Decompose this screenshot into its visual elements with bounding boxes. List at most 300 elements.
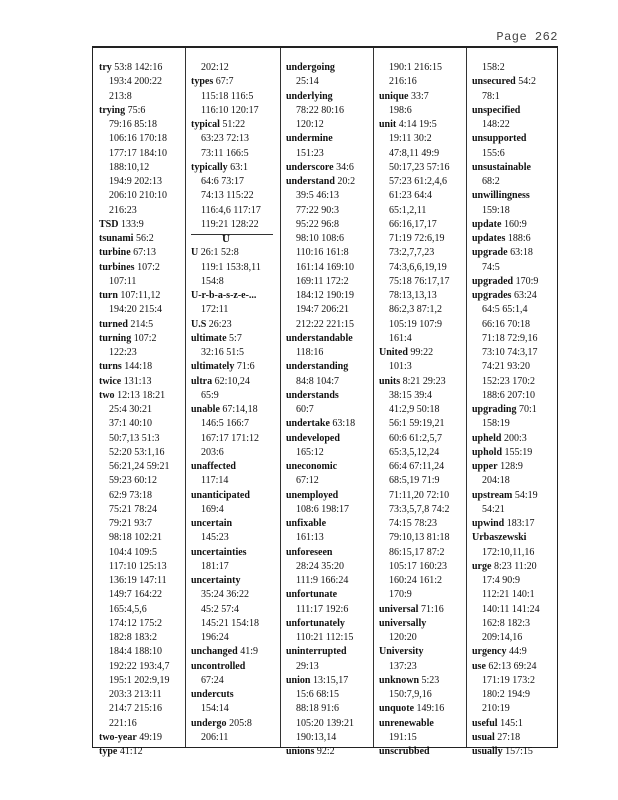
index-continuation: 172:11 bbox=[201, 304, 229, 316]
index-entry bbox=[99, 232, 170, 246]
index-continuation: 110:21 112:15 bbox=[296, 632, 354, 643]
index-headword: turn bbox=[99, 290, 118, 301]
index-continuation: 116:4,6 117:17 bbox=[201, 204, 261, 216]
index-continuation: 65:9 bbox=[201, 389, 219, 401]
index-headword: unforeseen bbox=[286, 546, 333, 558]
index-continuation: 204:18 bbox=[482, 475, 510, 487]
index-entry bbox=[472, 645, 540, 659]
index-continuation: 29:13 bbox=[296, 660, 319, 672]
index-entry bbox=[191, 118, 261, 132]
index-continuation: 68:5,19 71:9 bbox=[389, 475, 440, 487]
index-headword: usually bbox=[472, 746, 503, 757]
index-continuation: 161:4 bbox=[389, 332, 412, 344]
index-continuation: 104:4 109:5 bbox=[109, 546, 158, 558]
index-entry bbox=[379, 674, 450, 688]
index-continuation: 195:1 202:9,19 bbox=[109, 674, 170, 686]
index-page-refs: 26:1 52:8 bbox=[198, 247, 239, 259]
index-headword: unable bbox=[191, 404, 220, 415]
index-continuation: 25:14 bbox=[296, 76, 319, 88]
index-continuation: 180:2 194:9 bbox=[482, 689, 531, 700]
index-headword: unaffected bbox=[191, 461, 236, 472]
index-headword: units bbox=[379, 375, 401, 387]
index-continuation: 66:16 70:18 bbox=[482, 318, 531, 330]
index-page-refs: 145:1 bbox=[497, 717, 523, 729]
index-page-refs: 41:12 bbox=[117, 746, 143, 757]
index-continuation: 71:11,20 72:10 bbox=[389, 489, 450, 501]
index-headword: uphold bbox=[472, 446, 503, 458]
index-continuation: 115:18 116:5 bbox=[201, 90, 254, 102]
index-entry bbox=[99, 289, 170, 303]
index-continuation: 194:9 202:13 bbox=[109, 176, 163, 187]
index-entry bbox=[191, 246, 261, 260]
index-continuation: 108:6 198:17 bbox=[296, 503, 350, 515]
index-entry bbox=[379, 617, 450, 631]
index-continuation: 148:22 bbox=[482, 119, 510, 130]
index-page-refs: 56:2 bbox=[133, 233, 154, 244]
index-headword: unsupported bbox=[472, 133, 527, 145]
index-page-refs: 20:2 bbox=[334, 176, 356, 187]
index-continuation: 203:6 bbox=[201, 446, 224, 458]
index-entry bbox=[472, 560, 540, 574]
index-headword: types bbox=[191, 76, 214, 88]
index-continuation: 64:6 73:17 bbox=[201, 176, 245, 187]
index-continuation: 169:11 172:2 bbox=[296, 275, 349, 287]
index-continuation: 65:1,2,11 bbox=[389, 204, 427, 216]
index-continuation: 190:1 216:15 bbox=[389, 62, 443, 73]
index-page-refs: 62:10,24 bbox=[212, 375, 250, 387]
index-entry bbox=[191, 688, 261, 702]
index-entry bbox=[191, 645, 261, 659]
index-entry bbox=[191, 717, 261, 731]
index-continuation: 191:15 bbox=[389, 731, 417, 743]
column-divider-3 bbox=[373, 48, 374, 747]
index-entry bbox=[472, 460, 540, 474]
index-continuation: 59:23 60:12 bbox=[109, 475, 158, 487]
index-page-refs: 8:21 29:23 bbox=[400, 375, 446, 387]
index-headword: underscore bbox=[286, 161, 334, 173]
index-headword: updates bbox=[472, 233, 506, 244]
index-continuation: 165:12 bbox=[296, 446, 324, 458]
index-continuation: 146:5 166:7 bbox=[201, 418, 250, 430]
index-entry bbox=[379, 702, 450, 716]
index-continuation: 74:13 115:22 bbox=[201, 190, 254, 202]
index-entry bbox=[379, 90, 450, 104]
index-entry bbox=[286, 517, 355, 531]
index-continuation: 54:21 bbox=[482, 503, 505, 515]
index-continuation: 98:18 102:21 bbox=[109, 532, 163, 544]
index-entry bbox=[99, 389, 170, 403]
index-column-2 bbox=[191, 61, 261, 745]
index-continuation: 137:23 bbox=[389, 660, 417, 672]
index-entry bbox=[472, 189, 540, 203]
index-entry bbox=[99, 318, 170, 332]
index-headword: uncontrolled bbox=[191, 660, 246, 672]
index-continuation: 73:10 74:3,17 bbox=[482, 347, 538, 358]
index-continuation: 79:21 93:7 bbox=[109, 518, 153, 529]
index-continuation: 202:12 bbox=[201, 62, 229, 73]
index-continuation: 155:6 bbox=[482, 147, 505, 159]
index-continuation: 110:16 161:8 bbox=[296, 247, 349, 259]
index-page-refs: 44:9 bbox=[506, 646, 527, 658]
index-entry bbox=[99, 218, 170, 232]
index-headword: undergo bbox=[191, 717, 227, 729]
index-page-refs: 34:6 bbox=[333, 161, 354, 173]
index-continuation: 32:16 51:5 bbox=[201, 347, 245, 358]
index-headword: unknown bbox=[379, 674, 420, 686]
index-continuation: 39:5 46:13 bbox=[296, 190, 340, 202]
index-page-refs: 200:3 bbox=[501, 432, 527, 444]
index-continuation: 119:1 153:8,11 bbox=[201, 261, 261, 273]
index-continuation: 203:3 213:11 bbox=[109, 689, 162, 700]
index-headword: U.S bbox=[191, 318, 207, 330]
index-continuation: 140:11 141:24 bbox=[482, 603, 540, 615]
index-page-refs: 41:9 bbox=[237, 646, 258, 658]
index-headword: uneconomic bbox=[286, 461, 338, 472]
index-continuation: 45:2 57:4 bbox=[201, 603, 240, 615]
index-page-refs: 170:9 bbox=[513, 275, 539, 287]
index-headword: turning bbox=[99, 332, 132, 344]
index-continuation: 47:8,11 49:9 bbox=[389, 147, 440, 159]
index-continuation: 145:21 154:18 bbox=[201, 617, 260, 629]
index-page-refs: 49:19 bbox=[136, 731, 163, 743]
index-headword: universal bbox=[379, 603, 419, 615]
index-page-refs: 12:13 18:21 bbox=[114, 389, 166, 401]
index-continuation: 206:10 210:10 bbox=[109, 190, 168, 202]
index-headword: urgency bbox=[472, 646, 507, 658]
index-entry bbox=[99, 332, 170, 346]
index-page-refs: 107:2 bbox=[134, 261, 160, 273]
index-entry bbox=[286, 389, 355, 403]
index-page-refs: 107:11,12 bbox=[117, 290, 161, 301]
index-page-refs: 63:1 bbox=[227, 161, 248, 173]
index-continuation: 169:4 bbox=[201, 503, 224, 515]
index-headword: unchanged bbox=[191, 646, 238, 658]
index-continuation: 19:11 30:2 bbox=[389, 133, 432, 145]
index-entry bbox=[472, 731, 540, 745]
index-entry bbox=[286, 432, 355, 446]
index-entry bbox=[286, 745, 355, 759]
index-entry bbox=[379, 118, 450, 132]
index-headword: understands bbox=[286, 389, 339, 401]
index-page-refs: 67:14,18 bbox=[219, 404, 258, 415]
index-headword: understanding bbox=[286, 361, 349, 373]
index-entry bbox=[191, 289, 261, 303]
index-continuation: 181:17 bbox=[201, 560, 229, 572]
index-entry bbox=[99, 104, 170, 118]
index-continuation: 56:21,24 59:21 bbox=[109, 461, 170, 472]
index-continuation: 188:6 207:10 bbox=[482, 389, 536, 401]
index-continuation: 120:12 bbox=[296, 119, 324, 130]
index-entry bbox=[472, 745, 540, 759]
index-headword: uncertain bbox=[191, 518, 233, 529]
index-entry bbox=[286, 360, 355, 374]
index-continuation: 165:4,5,6 bbox=[109, 603, 147, 615]
index-headword: uncertainties bbox=[191, 546, 247, 558]
index-entry bbox=[472, 403, 540, 417]
index-continuation: 88:18 91:6 bbox=[296, 703, 340, 715]
index-entry bbox=[472, 218, 540, 232]
index-headword: ultimately bbox=[191, 361, 235, 373]
index-continuation: 73:11 166:5 bbox=[201, 147, 249, 159]
index-continuation: 184:12 190:19 bbox=[296, 290, 355, 301]
index-continuation: 214:7 215:16 bbox=[109, 703, 163, 715]
index-continuation: 120:20 bbox=[389, 632, 417, 643]
index-headword: upper bbox=[472, 461, 498, 472]
index-headword: universally bbox=[379, 617, 427, 629]
index-entry bbox=[191, 403, 261, 417]
index-continuation: 62:9 73:18 bbox=[109, 489, 153, 501]
index-continuation: 64:5 65:1,4 bbox=[482, 304, 528, 316]
index-headword: turbines bbox=[99, 261, 135, 273]
index-headword: underlying bbox=[286, 90, 333, 102]
index-entry bbox=[191, 517, 261, 531]
index-headword: unanticipated bbox=[191, 489, 250, 501]
index-continuation: 216:23 bbox=[109, 204, 137, 216]
index-continuation: 74:3,6,6,19,19 bbox=[389, 261, 447, 273]
index-headword: unwillingness bbox=[472, 190, 530, 202]
index-continuation: 111:17 192:6 bbox=[296, 603, 349, 615]
index-continuation: 79:16 85:18 bbox=[109, 119, 158, 130]
index-column-3 bbox=[286, 61, 355, 759]
index-continuation: 154:8 bbox=[201, 275, 224, 287]
index-continuation: 210:19 bbox=[482, 703, 510, 715]
index-continuation: 149:7 164:22 bbox=[109, 589, 163, 601]
index-headword: unfortunate bbox=[286, 589, 338, 601]
index-continuation: 162:8 182:3 bbox=[482, 617, 531, 629]
index-continuation: 73:3,5,7,8 74:2 bbox=[389, 503, 450, 515]
index-entry bbox=[99, 61, 170, 75]
index-page-refs: 205:8 bbox=[226, 717, 252, 729]
index-continuation: 67:12 bbox=[296, 475, 319, 487]
index-continuation: 28:24 35:20 bbox=[296, 560, 345, 572]
index-continuation: 158:19 bbox=[482, 418, 510, 430]
index-continuation: 78:22 80:16 bbox=[296, 104, 345, 116]
index-entry bbox=[191, 375, 261, 389]
index-headword: upgrades bbox=[472, 290, 512, 301]
index-entry bbox=[472, 489, 540, 503]
index-continuation: 192:22 193:4,7 bbox=[109, 660, 170, 672]
index-entry bbox=[286, 161, 355, 175]
index-entry bbox=[379, 603, 450, 617]
index-page-refs: 183:17 bbox=[504, 518, 535, 529]
index-headword: update bbox=[472, 218, 502, 230]
index-entry bbox=[379, 745, 450, 759]
index-page-refs: 54:2 bbox=[515, 76, 536, 88]
index-continuation: 194:7 206:21 bbox=[296, 304, 350, 316]
index-page-refs: 92:2 bbox=[314, 746, 335, 757]
index-entry bbox=[472, 660, 540, 674]
index-continuation: 111:9 166:24 bbox=[296, 575, 349, 586]
index-entry bbox=[191, 546, 261, 560]
index-page-refs: 53:8 142:16 bbox=[111, 62, 163, 73]
index-continuation: 184:4 188:10 bbox=[109, 646, 163, 658]
index-continuation: 15:6 68:15 bbox=[296, 689, 340, 700]
index-headword: unit bbox=[379, 119, 397, 130]
index-continuation: 118:16 bbox=[296, 347, 324, 358]
index-page-refs: 63:24 bbox=[511, 290, 537, 301]
index-page-refs: 71:16 bbox=[418, 603, 444, 615]
index-entry bbox=[191, 574, 261, 588]
index-entry bbox=[191, 75, 261, 89]
index-continuation: 56:1 59:19,21 bbox=[389, 418, 445, 430]
index-continuation: 78:13,13,13 bbox=[389, 290, 437, 301]
index-continuation: 60:7 bbox=[296, 404, 314, 415]
index-continuation: 167:17 171:12 bbox=[201, 432, 260, 444]
index-continuation: 95:22 96:8 bbox=[296, 218, 340, 230]
index-headword: trying bbox=[99, 104, 126, 116]
index-entry bbox=[379, 346, 450, 360]
index-continuation: 158:2 bbox=[482, 62, 505, 73]
index-continuation: 117:10 125:13 bbox=[109, 560, 167, 572]
index-column-5 bbox=[472, 61, 540, 759]
index-headword: unspecified bbox=[472, 104, 521, 116]
index-headword: upgrade bbox=[472, 247, 508, 259]
index-page-refs: 33:7 bbox=[408, 90, 429, 102]
index-headword: turned bbox=[99, 318, 128, 330]
index-continuation: 159:18 bbox=[482, 204, 510, 216]
index-entry bbox=[191, 660, 261, 674]
index-headword: uncertainty bbox=[191, 575, 241, 586]
index-headword: understandable bbox=[286, 332, 353, 344]
index-page-refs: 51:22 bbox=[219, 119, 246, 130]
index-continuation: 188:10,12 bbox=[109, 161, 150, 173]
index-page-refs: 4:14 19:5 bbox=[396, 119, 437, 130]
index-entry bbox=[99, 246, 170, 260]
index-headword: undermine bbox=[286, 133, 333, 145]
index-page-refs: 214:5 bbox=[127, 318, 154, 330]
index-continuation: 107:11 bbox=[109, 275, 137, 287]
index-entry bbox=[472, 132, 540, 146]
index-continuation: 161:13 bbox=[296, 532, 324, 544]
index-entry bbox=[286, 90, 355, 104]
index-continuation: 50:17,23 57:16 bbox=[389, 161, 450, 173]
index-page-refs: 75:6 bbox=[125, 104, 146, 116]
index-entry bbox=[472, 517, 540, 531]
index-page-refs: 155:19 bbox=[502, 446, 533, 458]
index-entry bbox=[99, 745, 170, 759]
index-entry bbox=[191, 360, 261, 374]
index-continuation: 116:10 120:17 bbox=[201, 104, 259, 116]
index-continuation: 74:21 93:20 bbox=[482, 361, 531, 373]
index-entry bbox=[472, 289, 540, 303]
index-entry bbox=[191, 318, 261, 332]
index-entry bbox=[286, 617, 355, 631]
index-continuation: 117:14 bbox=[201, 475, 229, 487]
index-continuation: 145:23 bbox=[201, 532, 229, 544]
index-entry bbox=[472, 161, 540, 175]
index-headword: upwind bbox=[472, 518, 505, 529]
index-continuation: 160:24 161:2 bbox=[389, 575, 443, 586]
index-headword: union bbox=[286, 674, 311, 686]
index-column-4 bbox=[379, 61, 450, 759]
index-headword: uninterrupted bbox=[286, 646, 347, 658]
index-page-refs: 149:16 bbox=[414, 703, 445, 715]
index-headword: unique bbox=[379, 90, 409, 102]
index-entry bbox=[99, 261, 170, 275]
index-headword: unsecured bbox=[472, 76, 516, 88]
index-headword: unemployed bbox=[286, 489, 339, 501]
index-entry bbox=[191, 332, 261, 346]
index-entry bbox=[472, 75, 540, 89]
index-entry bbox=[191, 460, 261, 474]
index-continuation: 161:14 169:10 bbox=[296, 261, 355, 273]
index-entry bbox=[286, 132, 355, 146]
index-headword: usual bbox=[472, 731, 495, 743]
index-entry bbox=[286, 61, 355, 75]
index-continuation: 172:10,11,16 bbox=[482, 546, 535, 558]
index-page-refs: 63:18 bbox=[329, 418, 356, 430]
index-headword: unsustainable bbox=[472, 161, 531, 173]
index-continuation: 60:6 61:2,5,7 bbox=[389, 432, 443, 444]
index-continuation: 112:21 140:1 bbox=[482, 589, 535, 601]
index-headword: University bbox=[379, 646, 424, 658]
column-divider-1 bbox=[185, 48, 186, 747]
index-headword: upstream bbox=[472, 489, 513, 501]
index-continuation: 66:4 67:11,24 bbox=[389, 461, 445, 472]
index-continuation: 75:18 76:17,17 bbox=[389, 275, 450, 287]
index-entry bbox=[472, 446, 540, 460]
index-continuation: 105:17 160:23 bbox=[389, 560, 448, 572]
index-headword: undertake bbox=[286, 418, 330, 430]
index-continuation: 37:1 40:10 bbox=[109, 418, 153, 430]
index-continuation: 216:16 bbox=[389, 76, 417, 88]
index-page-refs: 99:22 bbox=[407, 347, 434, 358]
index-page-refs: 71:6 bbox=[234, 361, 255, 373]
index-entry bbox=[286, 588, 355, 602]
index-continuation: 67:24 bbox=[201, 674, 224, 686]
index-headword: U-r-b-a-s-z-e-... bbox=[191, 290, 257, 301]
index-headword: use bbox=[472, 660, 486, 672]
index-headword: undeveloped bbox=[286, 432, 340, 444]
index-continuation: 66:16,17,17 bbox=[389, 218, 437, 230]
index-continuation: 75:21 78:24 bbox=[109, 503, 158, 515]
index-page-refs: 8:23 11:20 bbox=[491, 560, 537, 572]
index-continuation: 198:6 bbox=[389, 104, 412, 116]
index-entry bbox=[379, 645, 450, 659]
index-continuation: 71:18 72:9,16 bbox=[482, 332, 538, 344]
index-continuation: 209:14,16 bbox=[482, 632, 523, 643]
index-entry bbox=[286, 546, 355, 560]
index-continuation: 212:22 221:15 bbox=[296, 318, 355, 330]
index-headword: type bbox=[99, 746, 118, 757]
index-page-refs: 157:15 bbox=[502, 746, 533, 757]
index-entry bbox=[286, 645, 355, 659]
index-headword: unrenewable bbox=[379, 717, 434, 729]
index-page-refs: 67:7 bbox=[213, 76, 234, 88]
index-page-refs: 54:19 bbox=[512, 489, 538, 501]
index-headword: unscrubbed bbox=[379, 746, 430, 757]
index-page-refs: 63:18 bbox=[507, 247, 533, 259]
index-continuation: 84:8 104:7 bbox=[296, 375, 340, 387]
index-headword: ultra bbox=[191, 375, 213, 387]
index-headword: useful bbox=[472, 717, 498, 729]
index-entry bbox=[286, 417, 355, 431]
index-continuation: 150:7,9,16 bbox=[389, 689, 432, 700]
index-entry bbox=[99, 360, 170, 374]
index-continuation: 194:20 215:4 bbox=[109, 304, 163, 316]
index-continuation: 177:17 184:10 bbox=[109, 147, 168, 159]
index-headword: turbine bbox=[99, 247, 131, 259]
index-page-refs: 5:7 bbox=[226, 332, 242, 344]
index-continuation: 73:2,7,7,23 bbox=[389, 247, 435, 259]
index-continuation: 52:20 53:1,16 bbox=[109, 446, 165, 458]
index-continuation: 122:23 bbox=[109, 347, 137, 358]
index-page-refs: 188:6 bbox=[505, 233, 531, 244]
index-headword: unions bbox=[286, 746, 315, 757]
index-entry bbox=[472, 531, 540, 545]
index-continuation: 77:22 90:3 bbox=[296, 204, 340, 216]
section-letter: U bbox=[221, 233, 230, 245]
